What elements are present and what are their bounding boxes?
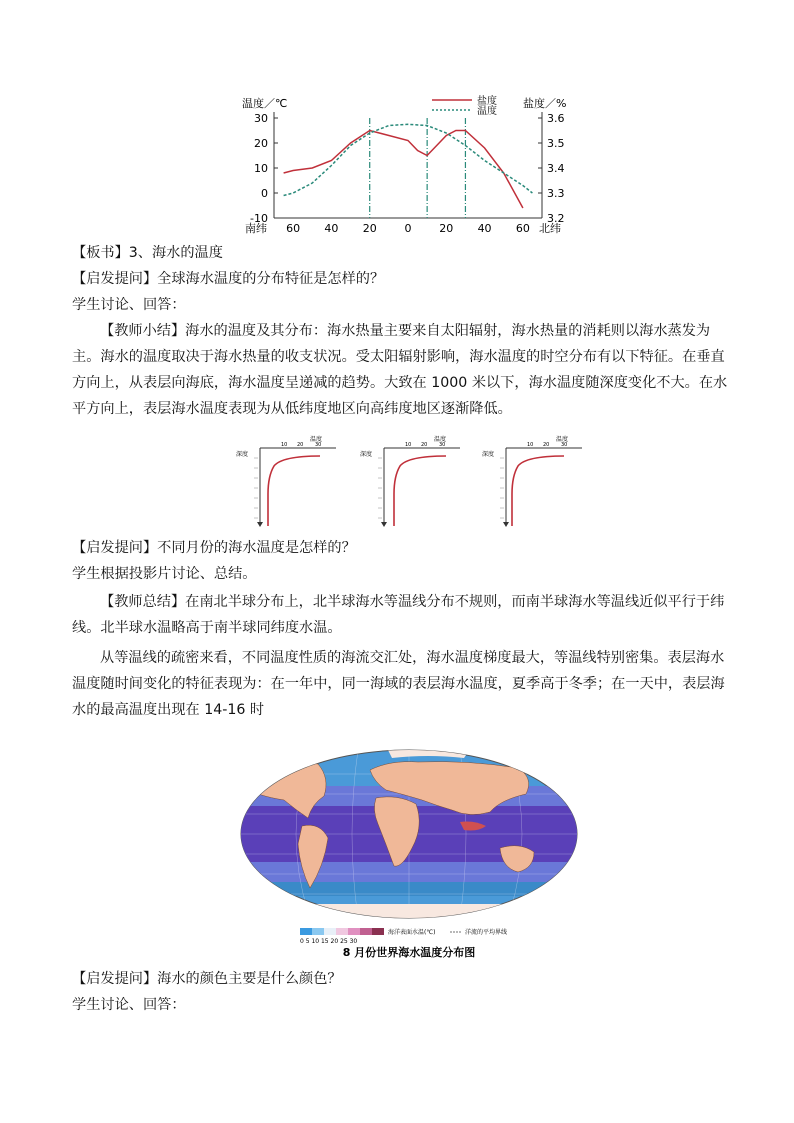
paragraph-isotherm: 从等温线的疏密来看，不同温度性质的海流交汇处，海水温度梯度最大，等温线特别密集。表层海水温度随时间变化的特征表现为：在一年中，同一海域的表层海水温度，夏季高于冬季；在一天中，表层海水的最高温度出现在 14-16 时 xyxy=(72,650,725,718)
temperature-tick: 30 xyxy=(439,442,446,448)
question-2: 【启发提问】不同月份的海水温度是怎样的？ xyxy=(72,540,356,556)
question-1: 【启发提问】全球海水温度的分布特征是怎样的？ xyxy=(72,271,385,287)
legend-current-line: 洋流的平均界线 xyxy=(465,929,508,936)
x-tick-label: 60 xyxy=(286,222,301,235)
map-legend xyxy=(300,928,507,945)
series-line-1 xyxy=(284,124,533,195)
world-map-svg xyxy=(238,748,580,960)
temperature-profile xyxy=(268,456,320,526)
series-line-0 xyxy=(284,131,523,209)
legend-values: 0 5 10 15 20 25 30 xyxy=(300,938,358,945)
legend-title: 海洋表面水温(℃) xyxy=(388,929,436,936)
left-tick-label: 30 xyxy=(254,112,268,125)
depth-chart-2 xyxy=(356,434,462,530)
right-tick-label: 3.6 xyxy=(547,112,565,125)
salinity-temperature-chart xyxy=(240,94,582,236)
temperature-tick: 30 xyxy=(561,442,568,448)
x-tick-label: 60 xyxy=(515,222,530,235)
left-tick-label: 10 xyxy=(254,162,268,175)
temperature-tick: 10 xyxy=(527,442,534,448)
legend-temperature-label: 温度 xyxy=(477,106,497,117)
x-tick-label: 20 xyxy=(439,222,454,235)
right-tick-label: 3.5 xyxy=(547,137,565,150)
left-tick-label: -10 xyxy=(250,212,268,225)
depth-label: 深度 xyxy=(236,451,249,458)
temperature-tick: 20 xyxy=(297,442,304,448)
depth-chart-1 xyxy=(232,434,338,530)
salinity-temperature-chart-svg xyxy=(240,94,582,236)
depth-arrow xyxy=(503,522,509,527)
depth-arrow xyxy=(381,522,387,527)
depth-chart-3 xyxy=(478,434,584,530)
temperature-tick: 20 xyxy=(421,442,428,448)
question-3: 【启发提问】海水的颜色主要是什么颜色？ xyxy=(72,971,342,987)
temperature-tick: 30 xyxy=(315,442,322,448)
right-tick-label: 3.3 xyxy=(547,187,565,200)
depth-chart-1-svg xyxy=(232,434,338,530)
temperature-tick: 10 xyxy=(405,442,412,448)
depth-chart-2-svg xyxy=(356,434,462,530)
student-response-1: 学生讨论、回答： xyxy=(72,297,186,313)
temperature-profile xyxy=(512,456,564,526)
depth-chart-3-svg xyxy=(478,434,584,530)
x-tick-label: 0 xyxy=(404,222,412,235)
temperature-label: 温度 xyxy=(310,436,323,443)
temperature-tick: 10 xyxy=(281,442,288,448)
x-tick-label: 40 xyxy=(477,222,492,235)
left-tick-label: 0 xyxy=(261,187,268,200)
depth-label: 深度 xyxy=(360,451,373,458)
temperature-label: 温度 xyxy=(556,436,569,443)
legend-salinity-label: 盐度 xyxy=(477,96,497,107)
student-response-3: 学生讨论、回答： xyxy=(72,997,186,1013)
teacher-summary-1: 【教师小结】海水的温度及其分布：海水热量主要来自太阳辐射，海水热量的消耗则以海水蒸发为主。海水的温度取决于海水热量的收支状况。受太阳辐射影响，海水温度的时空分布有以下特征。在垂直方向上，从表层向海底，海水温度呈递减的趋势。大致在 1000 米以下，海水温度随深度变化不大。在水平方向上，表层海水温度表现为从低纬度地区向高纬度地区逐渐降低。 xyxy=(72,323,728,417)
left-tick-label: 20 xyxy=(254,137,268,150)
student-response-2: 学生根据投影片讨论、总结。 xyxy=(72,566,257,582)
x-tick-label: 20 xyxy=(362,222,377,235)
x-tick-label: 南纬 xyxy=(245,222,267,235)
right-tick-label: 3.2 xyxy=(547,212,565,225)
map-antarctica xyxy=(238,904,580,920)
teacher-summary-2: 【教师总结】在南北半球分布上，北半球海水等温线分布不规则，而南半球海水等温线近似平行于纬线。北半球水温略高于南半球同纬度水温。 xyxy=(72,594,725,636)
depth-label: 深度 xyxy=(482,451,495,458)
map-caption: 8 月份世界海水温度分布图 xyxy=(342,946,476,959)
depth-arrow xyxy=(257,522,263,527)
temperature-profile xyxy=(394,456,446,526)
temperature-label: 温度 xyxy=(434,436,447,443)
right-axis-label: 盐度／% xyxy=(523,97,567,110)
temperature-tick: 20 xyxy=(543,442,550,448)
board-heading: 【板书】3、海水的温度 xyxy=(72,245,223,261)
world-sea-temperature-map xyxy=(238,748,580,960)
x-tick-label: 北纬 xyxy=(539,222,561,235)
x-tick-label: 40 xyxy=(324,222,339,235)
right-tick-label: 3.4 xyxy=(547,162,565,175)
left-axis-label: 温度／℃ xyxy=(242,97,288,110)
